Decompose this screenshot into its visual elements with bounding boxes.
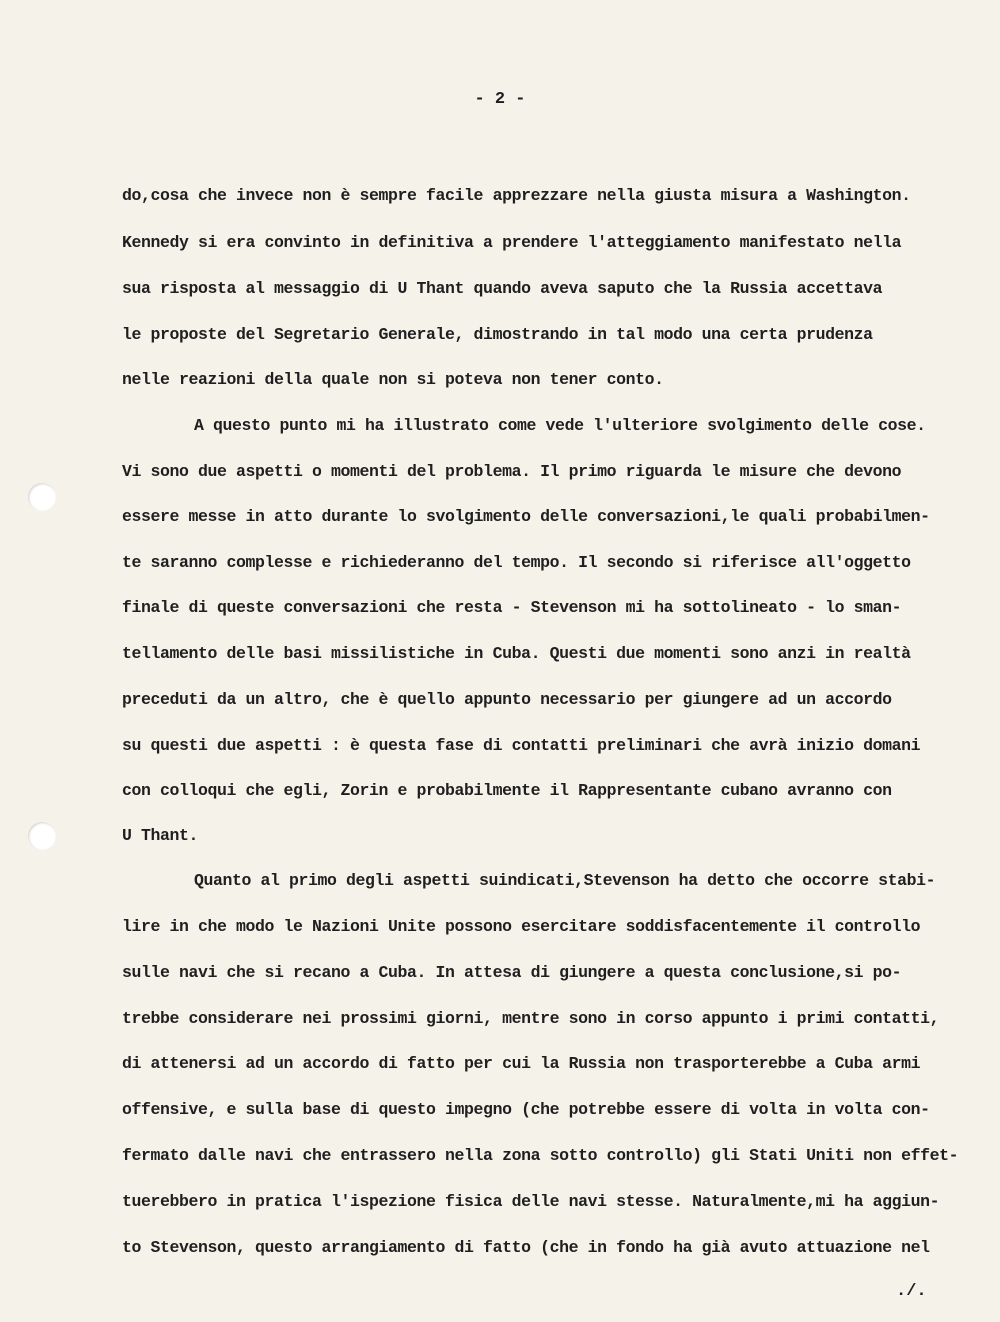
text-line: essere messe in atto durante lo svolgimento delle conversazioni,le quali probabilmen- <box>122 507 930 526</box>
text-line: U Thant. <box>122 826 199 845</box>
text-line: con colloqui che egli, Zorin e probabilmente il Rappresentante cubano avranno con <box>122 781 892 800</box>
punch-hole-top <box>28 483 56 511</box>
text-line: preceduti da un altro, che è quello appunto necessario per giungere ad un accordo <box>122 690 892 709</box>
text-line: tellamento delle basi missilistiche in Cuba. Questi due momenti sono anzi in realtà <box>122 644 911 663</box>
text-line: fermato dalle navi che entrassero nella zona sotto controllo) gli Stati Uniti non effet- <box>122 1146 959 1165</box>
text-line: le proposte del Segretario Generale, dimostrando in tal modo una certa prudenza <box>122 325 873 344</box>
text-line: te saranno complesse e richiederanno del tempo. Il secondo si riferisce all'oggetto <box>122 553 911 572</box>
text-line: A questo punto mi ha illustrato come vede l'ulteriore svolgimento delle cose. <box>194 416 926 435</box>
text-line: to Stevenson, questo arrangiamento di fatto (che in fondo ha già avuto attuazione nel <box>122 1238 930 1257</box>
page-number: - 2 - <box>474 90 526 109</box>
text-line: finale di queste conversazioni che resta - Stevenson mi ha sottolineato - lo sman- <box>122 598 902 617</box>
text-line: do,cosa che invece non è sempre facile apprezzare nella giusta misura a Washington. <box>122 186 911 205</box>
text-line: tuerebbero in pratica l'ispezione fisica delle navi stesse. Naturalmente,mi ha aggiun- <box>122 1192 940 1211</box>
continuation-mark: ./. <box>896 1282 927 1301</box>
text-line: Vi sono due aspetti o momenti del problema. Il primo riguarda le misure che devono <box>122 462 902 481</box>
text-line: Kennedy si era convinto in definitiva a prendere l'atteggiamento manifestato nella <box>122 233 902 252</box>
text-line: su questi due aspetti : è questa fase di contatti preliminari che avrà inizio domani <box>122 736 921 755</box>
text-line: nelle reazioni della quale non si poteva non tener conto. <box>122 370 664 389</box>
text-line: offensive, e sulla base di questo impegno (che potrebbe essere di volta in volta con- <box>122 1100 930 1119</box>
text-line: lire in che modo le Nazioni Unite possono esercitare soddisfacentemente il controllo <box>122 917 921 936</box>
text-line: sua risposta al messaggio di U Thant quando aveva saputo che la Russia accettava <box>122 279 883 298</box>
text-line: sulle navi che si recano a Cuba. In attesa di giungere a questa conclusione,si po- <box>122 963 902 982</box>
text-line: Quanto al primo degli aspetti suindicati,Stevenson ha detto che occorre stabi- <box>194 871 936 890</box>
text-line: di attenersi ad un accordo di fatto per cui la Russia non trasporterebbe a Cuba armi <box>122 1054 921 1073</box>
punch-hole-bottom <box>28 822 56 850</box>
text-line: trebbe considerare nei prossimi giorni, mentre sono in corso appunto i primi contatti, <box>122 1009 940 1028</box>
